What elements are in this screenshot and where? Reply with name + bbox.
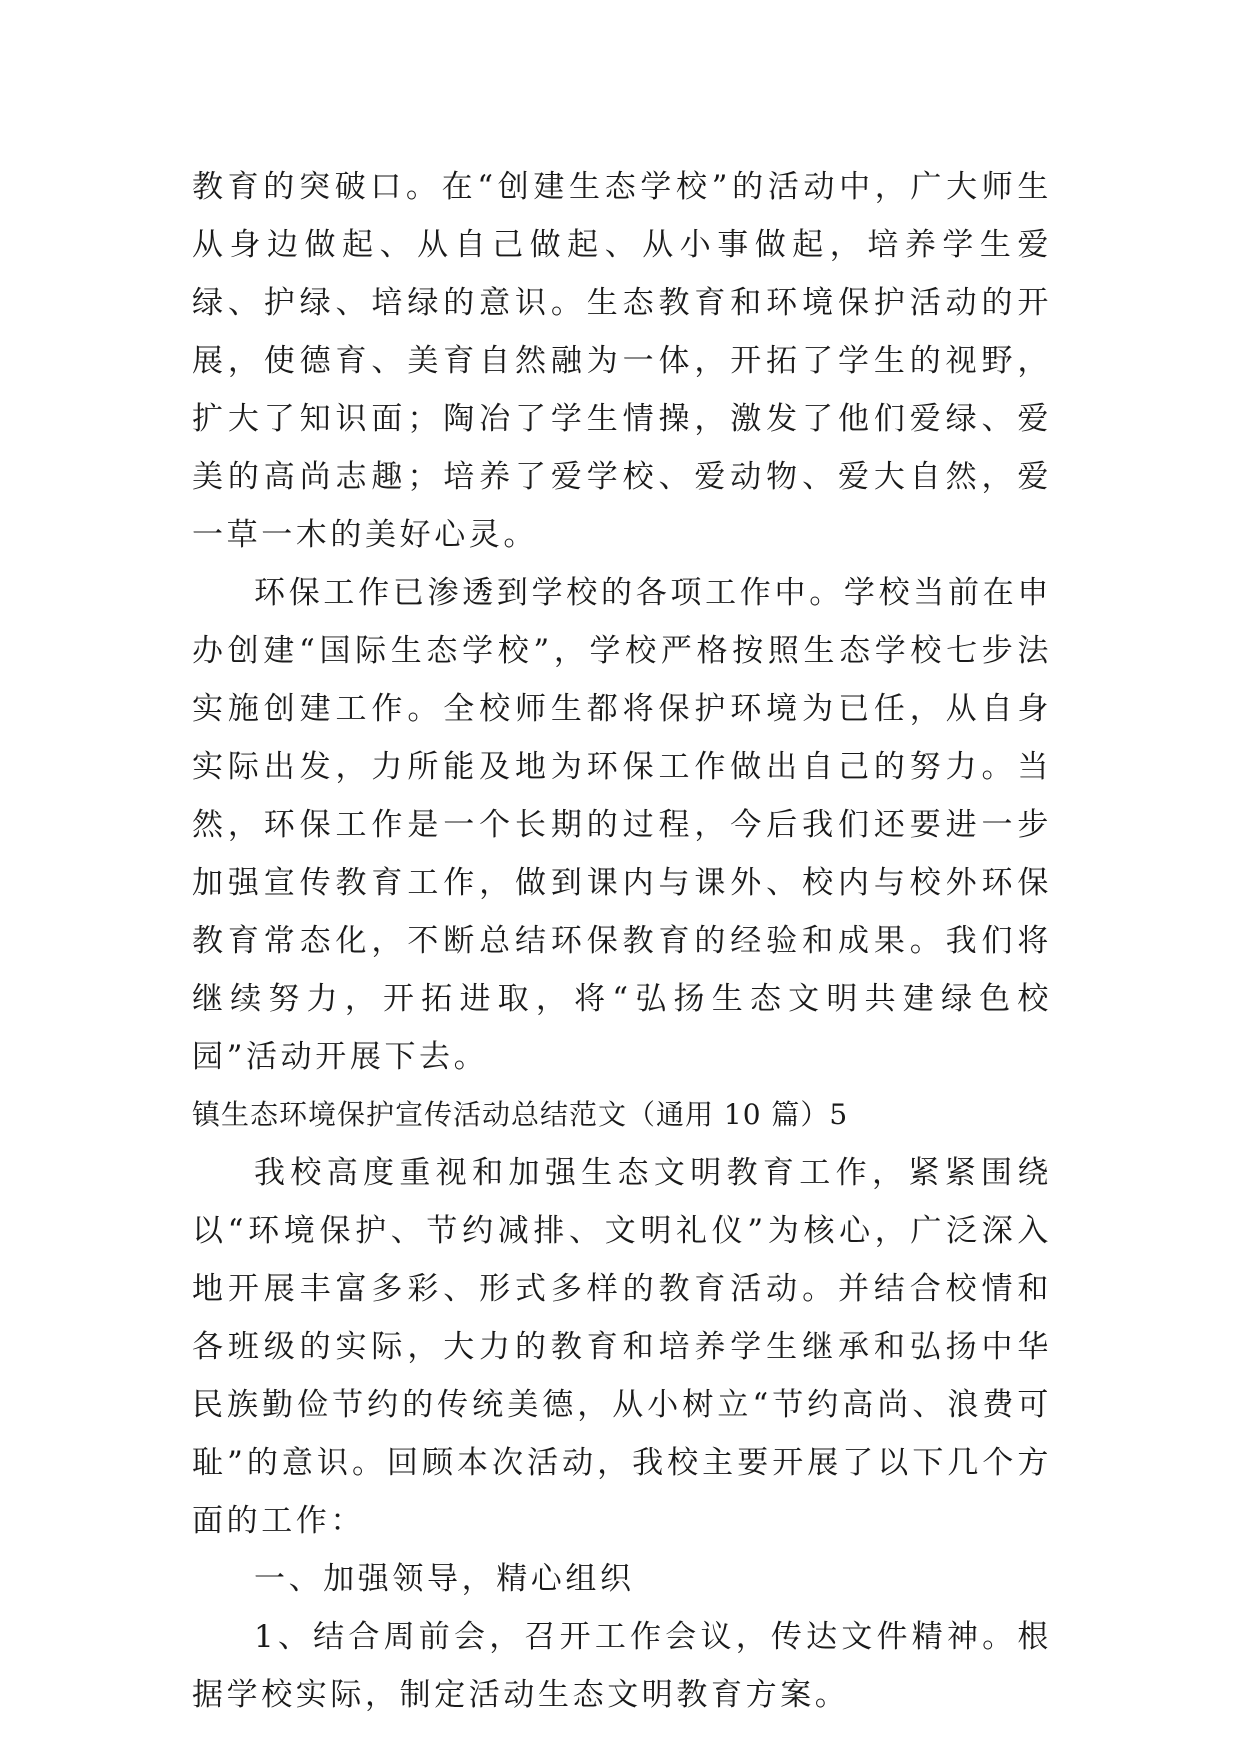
document-page: [192, 158, 1052, 1724]
paragraph-environmental-work: 环保工作已渗透到学校的各项工作中。学校当前在申办创建“国际生态学校”，学校严格按照生态学校七步法实施创建工作。全校师生都将保护环境为已任，从自身实际出发，力所能及地为环保工作做出自己的努力。当然，环保工作是一个长期的过程，今后我们还要进一步加强宣传教育工作，做到课内与课外、校内与校外环保教育常态化，不断总结环保教育的经验和成果。我们将继续努力，开拓进取，将“弘扬生态文明共建绿色校园”活动开展下去。: [192, 575, 1052, 1075]
paragraph-school-education: 我校高度重视和加强生态文明教育工作，紧紧围绕以“环境保护、节约减排、文明礼仪”为核心，广泛深入地开展丰富多彩、形式多样的教育活动。并结合校情和各班级的实际，大力的教育和培养学生继承和弘扬中华民族勤俭节约的传统美德，从小树立“节约高尚、浪费可耻”的意识。回顾本次活动，我校主要开展了以下几个方面的工作：: [192, 1155, 1052, 1539]
subheading-leadership: 一、加强领导，精心组织: [254, 1561, 635, 1597]
section-title: 镇生态环境保护宣传活动总结范文（通用 10 篇）5: [192, 1098, 849, 1131]
paragraph-continuation: 教育的突破口。在“创建生态学校”的活动中，广大师生从身边做起、从自己做起、从小事做起，培养学生爱绿、护绿、培绿的意识。生态教育和环境保护活动的开展，使德育、美育自然融为一体，开拓了学生的视野，扩大了知识面；陶冶了学生情操，激发了他们爱绿、爱美的高尚志趣；培养了爱学校、爱动物、爱大自然，爱一草一木的美好心灵。: [192, 169, 1052, 553]
paragraph-item-1: 1、结合周前会，召开工作会议，传达文件精神。根据学校实际，制定活动生态文明教育方案。: [192, 1619, 1052, 1713]
